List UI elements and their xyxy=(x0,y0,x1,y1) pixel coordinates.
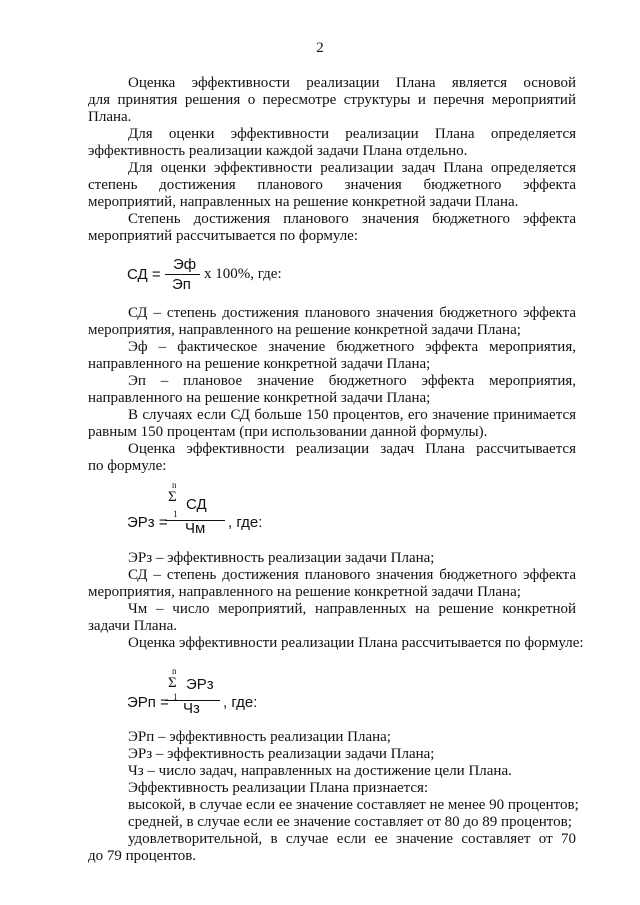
text-line: Эффективность реализации Плана признается: xyxy=(128,780,429,796)
text-line: по формуле: xyxy=(88,458,167,474)
formula-denominator: Чм xyxy=(185,520,206,537)
text-line: Для оценки эффективности реализации Плана определяется xyxy=(128,126,576,142)
text-line: средней, в случае если ее значение составляет от 80 до 89 процентов; xyxy=(128,814,572,830)
formula-lhs: СД = xyxy=(127,266,161,283)
text-line: Чм – число мероприятий, направленных на решение конкретной xyxy=(128,601,576,617)
text-line: СД – степень достижения планового значения бюджетного эффекта xyxy=(128,305,576,321)
sum-lower-limit: 1 xyxy=(173,509,178,519)
text-line: Степень достижения планового значения бюджетного эффекта xyxy=(128,211,576,227)
text-line: Оценка эффективности реализации Плана является основой xyxy=(128,75,576,91)
text-line: ЭРз – эффективность реализации задачи Плана; xyxy=(128,550,435,566)
text-line: Эп – плановое значение бюджетного эффекта мероприятия, xyxy=(128,373,576,389)
text-line: СД – степень достижения планового значения бюджетного эффекта xyxy=(128,567,576,583)
formula-numerator: СД xyxy=(186,496,207,513)
text-line: степень достижения планового значения бюджетного эффекта xyxy=(88,177,576,193)
sum-upper-limit: n xyxy=(172,666,177,676)
definitions-erp xyxy=(88,729,579,865)
sum-upper-limit: n xyxy=(172,480,177,490)
text-line: ЭРз – эффективность реализации задачи Плана; xyxy=(128,746,435,762)
formula-numerator: Эф xyxy=(173,256,197,273)
formula-tail: x 100%, где: xyxy=(204,266,282,282)
text-line: мероприятия, направленного на решение конкретной задачи Плана; xyxy=(88,584,521,600)
definitions-erz xyxy=(88,550,584,652)
text-line: мероприятий рассчитывается по формуле: xyxy=(88,228,358,244)
definitions-sd xyxy=(88,305,576,475)
sum-sigma: Σ xyxy=(168,489,177,505)
text-line: эффективность реализации каждой задачи Плана отдельно. xyxy=(88,143,468,159)
text-line: направленного на решение конкретной задачи Плана; xyxy=(88,390,431,406)
text-line: Чз – число задач, направленных на достижение цели Плана. xyxy=(128,763,512,779)
page-number: 2 xyxy=(316,40,324,56)
text-line: Плана. xyxy=(88,109,132,125)
formula-lhs: ЭРп = xyxy=(127,694,169,711)
text-line: Оценка эффективности реализации задач Плана рассчитывается xyxy=(128,441,576,457)
fraction-line xyxy=(165,274,200,275)
formula-tail: , где: xyxy=(228,514,263,531)
formula-denominator: Эп xyxy=(172,276,191,293)
text-line: Для оценки эффективности реализации задач Плана определяется xyxy=(128,160,576,176)
sum-sigma: Σ xyxy=(168,675,177,691)
paragraph-intro xyxy=(88,75,576,245)
text-line: направленного на решение конкретной задачи Плана; xyxy=(88,356,431,372)
text-line: высокой, в случае если ее значение составляет не менее 90 процентов; xyxy=(128,797,579,813)
text-line: В случаях если СД больше 150 процентов, его значение принимается xyxy=(128,407,576,423)
text-line: мероприятия, направленного на решение конкретной задачи Плана; xyxy=(88,322,521,338)
formula-denominator: Чз xyxy=(183,700,200,717)
text-line: Эф – фактическое значение бюджетного эффекта мероприятия, xyxy=(128,339,576,355)
text-line: ЭРп – эффективность реализации Плана; xyxy=(128,729,391,745)
text-line: мероприятий, направленных на решение конкретной задачи Плана. xyxy=(88,194,519,210)
text-line: удовлетворительной, в случае если ее значение составляет от 70 xyxy=(128,831,576,847)
formula-numerator: ЭРз xyxy=(186,676,214,693)
text-line: для принятия решения о пересмотре структуры и перечня мероприятий xyxy=(88,92,576,108)
formula-tail: , где: xyxy=(223,694,258,711)
text-line: Оценка эффективности реализации Плана рассчитывается по формуле: xyxy=(128,635,584,651)
sum-lower-limit: 1 xyxy=(173,692,178,702)
text-line: до 79 процентов. xyxy=(88,848,197,864)
formula-lhs: ЭРз = xyxy=(127,514,168,531)
text-line: задачи Плана. xyxy=(88,618,178,634)
text-line: равным 150 процентам (при использовании данной формулы). xyxy=(88,424,488,440)
